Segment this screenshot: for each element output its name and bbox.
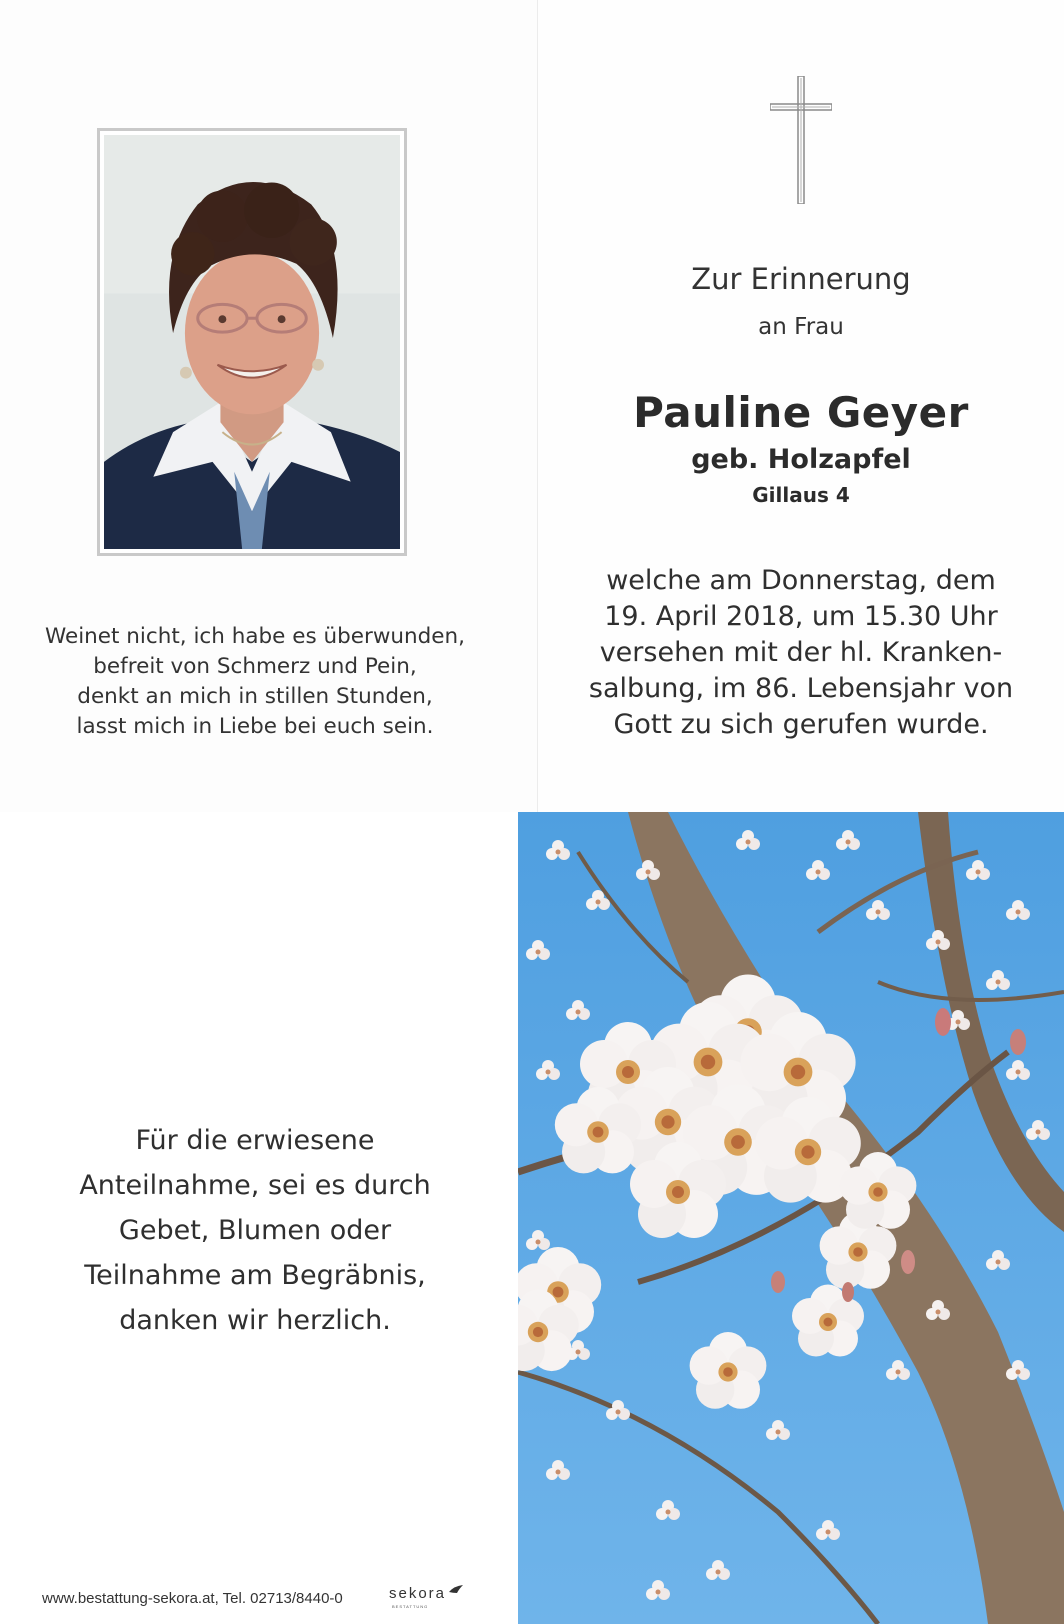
- card-panel-blossom: [518, 812, 1064, 1624]
- brand-subtitle: BESTATTUNG: [392, 1604, 429, 1609]
- death-line: welche am Donnerstag, dem: [606, 565, 996, 596]
- bird-icon: [448, 1584, 464, 1596]
- brand-logo: sekora: [389, 1585, 447, 1602]
- poem-verse: [20, 622, 490, 742]
- fold-line-vertical: [537, 0, 538, 812]
- portrait-frame: [97, 128, 407, 556]
- death-line: salbung, im 86. Lebensjahr von: [588, 673, 1014, 704]
- death-line: versehen mit der hl. Kranken-: [599, 637, 1003, 668]
- thanks-line: Für die erwiesene: [135, 1125, 375, 1156]
- birth-name: geb. Holzapfel: [691, 444, 911, 475]
- cross-icon: [770, 76, 832, 204]
- thanks-line: danken wir herzlich.: [119, 1305, 391, 1336]
- address: Gillaus 4: [752, 483, 850, 507]
- memory-subtitle: an Frau: [758, 314, 844, 340]
- poem-line: lasst mich in Liebe bei euch sein.: [76, 714, 434, 739]
- thanks-line: Anteilnahme, sei es durch: [79, 1170, 431, 1201]
- thanks-line: Teilnahme am Begräbnis,: [84, 1260, 426, 1291]
- portrait-photo: [104, 135, 400, 549]
- poem-line: befreit von Schmerz und Pein,: [93, 654, 417, 679]
- death-notice: [548, 563, 1054, 743]
- poem-line: denkt an mich in stillen Stunden,: [77, 684, 433, 709]
- footer-contact: www.bestattung-sekora.at, Tel. 02713/8440-0: [42, 1590, 343, 1607]
- cherry-blossom-photo: [518, 812, 1064, 1624]
- memory-title: Zur Erinnerung: [691, 262, 911, 296]
- death-line: Gott zu sich gerufen wurde.: [613, 709, 989, 740]
- card-panel-portrait: [0, 0, 538, 812]
- poem-line: Weinet nicht, ich habe es überwunden,: [44, 624, 465, 649]
- death-line: 19. April 2018, um 15.30 Uhr: [604, 601, 998, 632]
- thanks-text: [30, 1118, 480, 1343]
- deceased-name: Pauline Geyer: [633, 388, 969, 437]
- thanks-line: Gebet, Blumen oder: [118, 1215, 392, 1246]
